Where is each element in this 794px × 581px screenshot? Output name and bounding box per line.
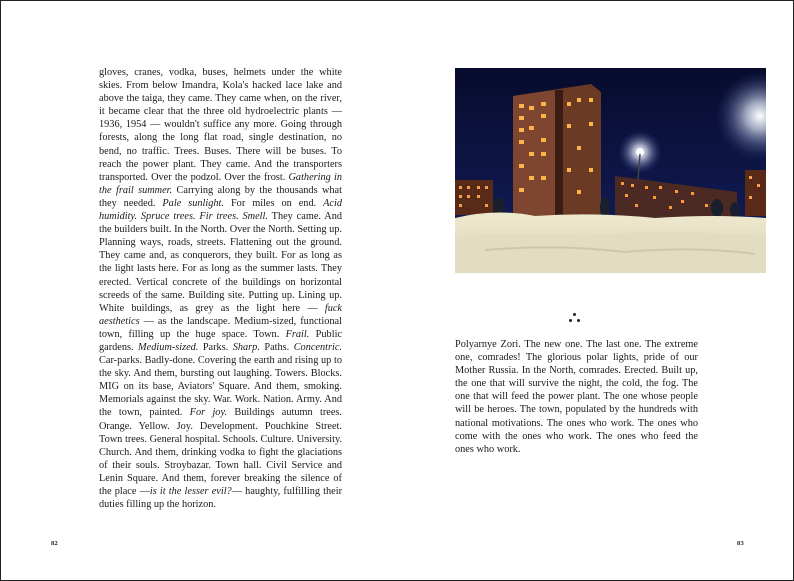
italic-segment: is it the lesser evil? <box>149 486 232 497</box>
right-paragraph: Polyarnye Zori. The new one. The last one. The extreme one, comrades! The glorious polar lights, pride of our Mother Russia. In the North, comrades. Erected. Built up, the one that will survive the night, the cold, the fog. The one that will feed the power plant. The one whose people will be heroes. The town, populated by the hundreds with national motivations. The ones who work. The ones who come with the ones who work. The ones who feed the ones who work. <box>455 339 698 455</box>
text-segment: For miles on end. <box>223 197 324 209</box>
text-segment: — as the landscape. Medium-sized, functional town, filling up the huge space. Town. <box>99 315 342 340</box>
text-segment: Paths. <box>259 341 294 353</box>
left-page-body <box>99 66 342 511</box>
italic-segment: Sharp. <box>232 341 260 353</box>
right-page-body <box>455 338 698 456</box>
page-number-right: 83 <box>737 540 745 547</box>
italic-segment: Gathering in the frail summer. <box>99 171 342 196</box>
text-segment: Car-parks. Badly-done. Covering the earth and rising up to the sky. And them, bursting out laughing. Towers. Blocks. MIG on its base, Aviators' Square. And them, smoking. Memorials against the sky. War. Work. Nation. Army. And the town, painted. <box>99 355 342 419</box>
night-snow-town-photo <box>455 68 766 273</box>
building-far-right <box>745 170 766 216</box>
italic-segment: Concentric. <box>293 341 343 353</box>
italic-segment: Acid humidity. Spruce trees. Fir trees. Smell. <box>99 197 343 223</box>
italic-segment: fuck aesthetics <box>99 302 342 327</box>
italic-segment: For joy. <box>189 407 228 419</box>
italic-segment: Frail. <box>285 328 310 340</box>
text-segment: — haughty, fulfilling their duties filling up the horizon. <box>99 486 343 511</box>
text-segment: They came. And the builders built. In the North. Over the North. Setting up. Planning ways, roads, streets. Flattening out the ground. They came and, as conquerors, they built. For as long as the light lasts here. For as long as the summer lasts. They erected. Vertical concrete of the buildings on horizontal screeds of the same. Building site. Putting up. Lining up. White buildings, as grey as the light here — <box>99 211 343 314</box>
left-paragraph <box>99 66 342 511</box>
italic-segment: Pale sunlight. <box>162 197 224 209</box>
text-segment: Buildings autumn trees. Orange. Yellow. Joy. Development. Pouchkine Street. Town trees. General hospital. Schools. Culture. University. Church. And them, drinking vodka to fight the glaciations of their souls. Stroybazar. Town hall. Civil Service and Lenin Square. And them, forever breaking the silence of the place — <box>99 407 342 497</box>
photo-illustration <box>455 68 766 273</box>
text-segment: Public gardens. <box>99 328 342 353</box>
text-segment: Carrying along by the thousands what they needed. <box>99 184 342 209</box>
page-number-left: 82 <box>51 540 59 547</box>
text-segment: Parks. <box>198 341 233 353</box>
section-break-ornament <box>569 313 581 325</box>
text-segment: gloves, cranes, vodka, buses, helmets under the white skies. From below Imandra, Kola's hacked lace lake and above the taiga, they came. They came when, on the river, it became clear that the three old hydroelectric plants — 1936, 1954 — wouldn't suffice any more. Going through forests, along the long flat road, single destination, no bend, no traffic. Trees. Buses. There will be buses. To reach the power plant. They came. And the transporters transported. Over the podzol. Over the frost. <box>99 67 342 183</box>
italic-segment: Medium-sized. <box>138 341 199 353</box>
